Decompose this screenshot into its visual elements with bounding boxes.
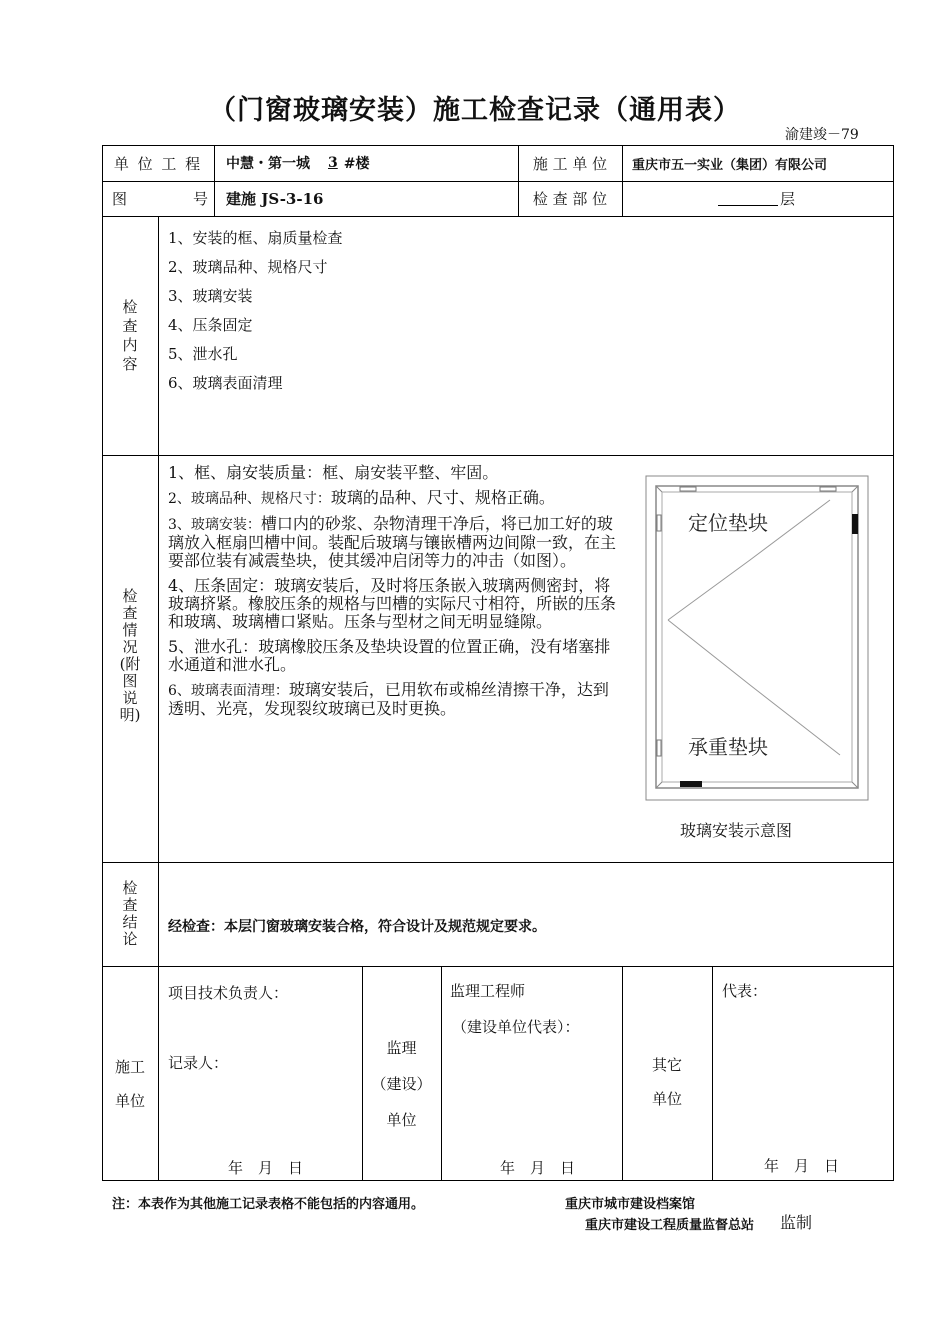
top-spacer bbox=[680, 487, 696, 491]
unit-project-label: 单 位 工 程 bbox=[113, 154, 203, 173]
drawing-no-label: 图 号 bbox=[112, 190, 208, 208]
situation-text bbox=[168, 464, 618, 725]
content-item: 5、泄水孔 bbox=[168, 345, 238, 363]
inspect-part-label: 检 查 部 位 bbox=[532, 190, 608, 208]
footer-issuer-suffix: 监制 bbox=[780, 1213, 813, 1232]
situation-paragraph: 3、玻璃安装：槽口内的砂浆、杂物清理干净后，将已加工好的玻璃放入框扇凹槽中间。装配后玻璃与镶嵌槽两边间隙一致，在主要部位装有减震垫块，使其缓冲启闭等力的冲击（如图）。 bbox=[168, 514, 617, 570]
corner-line bbox=[852, 782, 858, 788]
unit-project-value bbox=[226, 145, 516, 181]
construction-unit-label: 施 工 单 位 bbox=[532, 154, 608, 173]
load-bearing-block bbox=[680, 781, 702, 787]
locating-block-label: 定位垫块 bbox=[688, 511, 768, 535]
corner-line bbox=[656, 486, 662, 492]
supervision-date: 年 月 日 bbox=[500, 1159, 576, 1177]
situation-paragraph: 6、玻璃表面清理：玻璃安装后，已用软布或棉丝清擦干净，达到透明、光亮，发现裂纹玻璃已及时更换。 bbox=[168, 680, 609, 718]
inspect-part-value: 层 bbox=[718, 181, 838, 216]
content-item: 1、安装的框、扇质量检查 bbox=[168, 229, 343, 247]
load-bearing-block-label: 承重垫块 bbox=[688, 735, 768, 759]
corner-line bbox=[852, 486, 858, 492]
locating-block bbox=[852, 514, 858, 534]
tech-leader-label: 项目技术负责人： bbox=[168, 984, 289, 1002]
construction-date: 年 月 日 bbox=[228, 1159, 304, 1177]
supervision-engineer-label: 监理工程师 bbox=[450, 982, 526, 1000]
footer-issuer-1: 重庆市城市建设档案馆 bbox=[565, 1197, 696, 1212]
top-spacer bbox=[820, 487, 836, 491]
situation-paragraph: 4、压条固定：玻璃安装后，及时将压条嵌入玻璃两侧密封，将玻璃挤紧。橡胶压条的规格与凹槽的实际尺寸相符，所嵌的压条和玻璃、玻璃槽口紧贴。压条与型材之间无明显缝隙。 bbox=[168, 576, 617, 631]
floor-blank[interactable] bbox=[718, 191, 778, 206]
diagram-caption: 玻璃安装示意图 bbox=[680, 821, 793, 840]
other-date: 年 月 日 bbox=[764, 1157, 840, 1175]
representative-label: 代表： bbox=[722, 982, 768, 1000]
glass-installation-diagram bbox=[640, 470, 880, 810]
conclusion-section-label: 检查结论 bbox=[122, 879, 138, 948]
building-number: 3 bbox=[328, 155, 338, 171]
construction-unit-value: 重庆市五一实业（集团）有限公司 bbox=[632, 157, 828, 173]
footer-issuer-2: 重庆市建设工程质量监督总站 bbox=[585, 1218, 755, 1233]
content-item: 3、玻璃安装 bbox=[168, 287, 253, 305]
page-title: （门窗玻璃安装）施工检查记录（通用表） bbox=[209, 95, 741, 126]
owner-rep-label: （建设单位代表）： bbox=[452, 1018, 580, 1036]
footer-note: 注：本表作为其他施工记录表格不能包括的内容通用。 bbox=[112, 1197, 425, 1212]
building-suffix: #楼 bbox=[343, 156, 370, 172]
conclusion-text: 经检查：本层门窗玻璃安装合格，符合设计及规范规定要求。 bbox=[168, 919, 546, 935]
content-section-label: 检查内容 bbox=[122, 298, 138, 373]
situation-paragraph: 5、泄水孔：玻璃橡胶压条及垫块设置的位置正确，没有堵塞排水通道和泄水孔。 bbox=[168, 637, 611, 674]
document-number: 渝建竣－79 bbox=[785, 127, 859, 143]
situation-section-label: 检查情况(附图说明) bbox=[119, 587, 141, 724]
content-item: 4、压条固定 bbox=[168, 316, 253, 334]
other-unit-label: 其它 单位 bbox=[651, 1056, 682, 1108]
recorder-label: 记录人： bbox=[168, 1054, 229, 1072]
content-item: 2、玻璃品种、规格尺寸 bbox=[168, 258, 328, 276]
supervision-unit-label: 监理 （建设） 单位 bbox=[371, 1039, 432, 1129]
unit-project-name: 中慧・第一城 bbox=[226, 156, 310, 172]
drawing-no-value: 建施 JS-3-16 bbox=[226, 190, 324, 208]
situation-paragraph: 2、玻璃品种、规格尺寸：玻璃的品种、尺寸、规格正确。 bbox=[168, 488, 555, 507]
situation-paragraph: 1、框、扇安装质量：框、扇安装平整、牢固。 bbox=[168, 463, 499, 482]
side-spacer bbox=[657, 740, 661, 756]
corner-line bbox=[656, 782, 662, 788]
side-spacer bbox=[657, 515, 661, 531]
content-item: 6、玻璃表面清理 bbox=[168, 374, 283, 392]
construction-unit-signature-label: 施工 单位 bbox=[114, 1058, 145, 1110]
